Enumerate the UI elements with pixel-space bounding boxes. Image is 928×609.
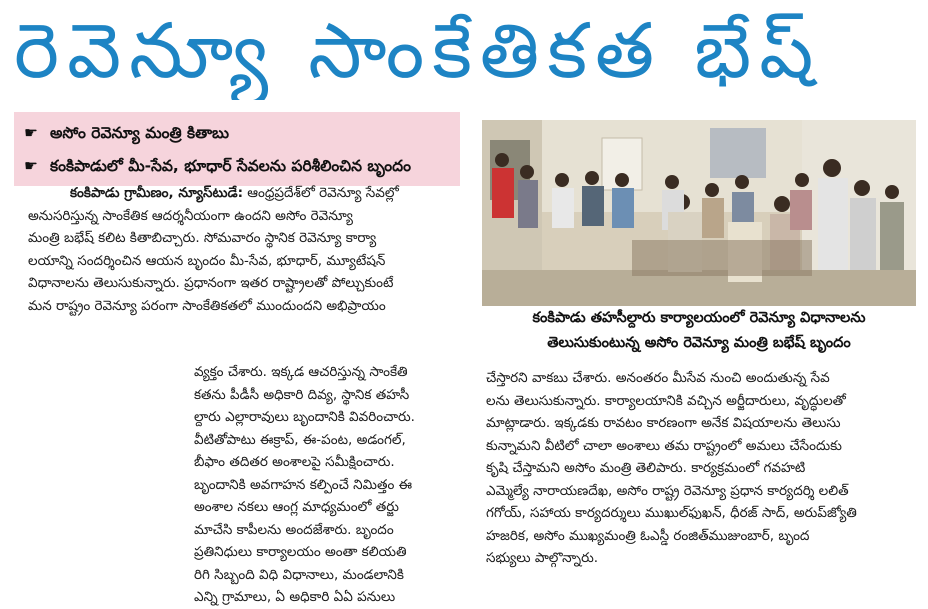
highlight-item — [24, 151, 411, 181]
photo-caption — [482, 306, 916, 358]
article-line: బృందానికి అవగాహన కల్పించే నిమిత్తం ఈ — [194, 476, 413, 493]
highlight-text: కంకిపాడులో మీ-సేవ, భూధార్ సేవలను పరిశీలించిన బృందం — [50, 157, 411, 175]
article-column-right — [486, 367, 914, 570]
article-line: ఆంధ్రప్రదేశ్‌లో రెవెన్యూ సేవల్లో — [247, 185, 399, 201]
article-line: విధానాలను తెలుసుకున్నారు. ప్రధానంగా ఇతర రాష్ట్రాలతో పోల్చుకుంటే — [28, 275, 394, 291]
article-line: ప్రతినిధులు కార్యాలయం అంతా కలియతి — [194, 544, 407, 560]
article-line: మన రాష్ట్రం రెవెన్యూ పరంగా సాంకేతికతలో ముందుందని అభిప్రాయం — [28, 297, 386, 314]
headline: రెవెన్యూ సాంకేతికత భేష్ — [14, 6, 822, 95]
article-line: కతను పీడీసీ అధికారి దివ్య, స్థానిక తహసీ — [194, 386, 410, 403]
article-line: వీటితోపాటు ఈక్రాప్, ఈ-పంట, అడంగల్, — [194, 431, 406, 448]
meeting-photo-illustration — [482, 120, 916, 306]
dateline: కంకిపాడు గ్రామీణం, న్యూస్‌టుడే: — [70, 185, 243, 201]
pointing-hand-icon: ☛ — [24, 157, 38, 175]
article-line: గగోయ్, సహాయ కార్యదర్శులు ముఖుల్‌ఫుఖన్, ధీరజ్ సాద్, అరుప్‌జ్యోతి — [486, 505, 857, 521]
article-line: చేస్తారని వాకబు చేశారు. అనంతరం మీసేవ నుంచి అందుతున్న సేవ — [486, 370, 830, 386]
article-column-left — [28, 182, 468, 317]
caption-line: కంకిపాడు తహసీల్దారు కార్యాలయంలో రెవెన్యూ విధానాలను — [532, 310, 866, 326]
highlight-item — [24, 118, 229, 148]
article-line-first — [28, 182, 468, 205]
highlight-text: అసోం రెవెన్యూ మంత్రి కితాబు — [50, 124, 230, 142]
news-photo — [482, 120, 916, 306]
article-line: రిగి సిబ్బంది విధి విధానాలు, మండలానికి — [194, 566, 404, 583]
article-line: మాట్లాడారు. ఇక్కడకు రావటం కారణంగా అనేక విషయాలను తెలుసు — [486, 415, 841, 431]
article-line: అనుసరిస్తున్న సాంకేతిక ఆదర్శనీయంగా ఉందని అసోం రెవెన్యూ — [28, 207, 353, 224]
highlights-box — [14, 112, 460, 186]
article-line: ఎన్ని గ్రామాలు, ఏ అధికారి ఏఏ పనులు — [194, 589, 396, 605]
article-column-middle — [194, 361, 466, 609]
article-line: అంశాల నకలు ఆంగ్ల మాధ్యమంలో తర్జు — [194, 499, 399, 515]
article-line: ఎమ్మెల్యే నారాయణదేఖ, అసోం రాష్ట్ర రెవెన్యూ ప్రధాన కార్యదర్శి లలిత్ — [486, 482, 849, 499]
article-line: మాచేసి కాపీలను అందజేశారు. బృందం — [194, 521, 394, 538]
caption-line: తెలుసుకుంటున్న అసోం రెవెన్యూ మంత్రి బభేష్ బృందం — [547, 335, 851, 351]
article-line: వ్యక్తం చేశారు. ఇక్కడ ఆచరిస్తున్న సాంకేతి — [194, 364, 408, 380]
article-line: ల్దారు ఎల్లారావులు బృందానికి వివరించారు. — [194, 409, 415, 425]
article-line: కున్నామని వీటిలో చాలా అంశాలు తమ రాష్ట్రంలో అమలు చేసేందుకు — [486, 437, 842, 454]
article-line: లయాన్ని సందర్శించిన ఆయన బృందం మీ-సేవ, భూధార్, మ్యూటేషన్ — [28, 252, 386, 269]
article-line: కృషి చేస్తామని అసోం మంత్రి తెలిపారు. కార్యక్రమంలో గవహటి — [486, 460, 806, 476]
article-line: సభ్యులు పాల్గొన్నారు. — [486, 550, 599, 566]
article-line: హజరిక, అసోం ముఖ్యమంత్రి ఓఎస్డీ రంజిత్‌ముజుంబార్, బృంద — [486, 527, 810, 544]
article-line: బీఫాం తదితర అంశాలపై సమీక్షించారు. — [194, 454, 395, 470]
article-line: లను తెలుసుకున్నారు. కార్యాలయానికి వచ్చిన అర్జీదారులు, వృద్ధులతో — [486, 392, 846, 409]
pointing-hand-icon: ☛ — [24, 124, 38, 142]
article-line: మంత్రి బభేష్ కలిట కితాబిచ్చారు. సోమవారం స్థానిక రెవెన్యూ కార్యా — [28, 230, 377, 246]
